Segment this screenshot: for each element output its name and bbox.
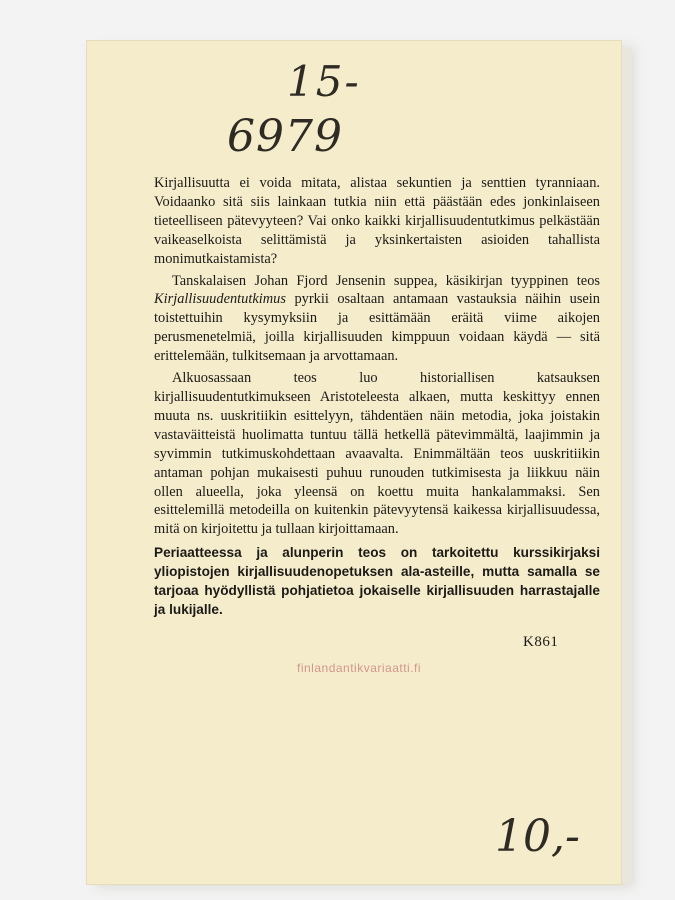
paragraph-1: Kirjallisuutta ei voida mitata, alistaa sekuntien ja senttien tyranniaan. Voidaanko sitä siis lainkaan tutkia niin että päästään edes jonkinlaiseen tieteelliseen pätevyyteen? Vai onko kaikki kirjallisuudentutkimus pelkästään vaikeaselkoista selittämistä ja yksinkertaisten asioiden tahallista monimutkaistamista?: [154, 175, 600, 267]
handwritten-price: 10,-: [495, 811, 580, 862]
blurb-text: [154, 174, 600, 619]
book-page-edges: [622, 48, 632, 884]
paragraph-3: Alkuosassaan teos luo historiallisen katsauksen kirjallisuudentutkimukseen Aristoteleesta alkaen, mutta keskittyy ennen muuta ns. uuskritiikin esittelyyn, tähdentäen näin metodia, joka joistakin vastaväitteistä huolimatta tuntuu tällä hetkellä pätevimmältä, laajimmin ja syvimmin tutkimuskohdettaan avaavalta. Enimmältään teos uuskritiikin antaman pohjan mukaisesti puhuu runouden tutkimisesta ja liikkuu näin ollen alueella, joka yleensä on koettu muita hankalammaksi. Sen esittelemillä metodeilla on kuitenkin pätevyytensä kaikessa kirjallisuudessa, mitä on kirjoitettu ja tullaan kirjoittamaan.: [154, 370, 600, 538]
book-back-cover: [86, 40, 622, 885]
paragraph-2-end: pyrkii osaltaan antamaan vastauksia näihin usein toistettuihin kysymyksiin ja esittämään eräitä viime aikojen perusmenetelmiä, joilla kirjallisuuden kimppuun voidaan käydä — sitä erittelemään, tulkitsemaan ja arvottamaan.: [154, 291, 600, 365]
watermark: finlandantikvariaatti.fi: [297, 661, 422, 675]
catalog-code: K861: [523, 634, 559, 650]
bold-paragraph: Periaatteessa ja alunperin teos on tarkoitettu kurssikirjaksi yliopistojen kirjallisuudenopetuksen ala-asteille, mutta samalla se tarjoaa hyödyllistä pohjatietoa jokaiselle kirjallisuuden harrastajalle ja lukijalle.: [154, 545, 600, 617]
paragraph-2: [154, 272, 600, 367]
handwritten-number-top: 15-: [287, 57, 361, 106]
paragraph-2-start: Tanskalaisen Johan Fjord Jensenin suppea, käsikirjan tyyppinen teos: [172, 272, 600, 289]
book-title: Kirjallisuudentutkimus: [154, 291, 286, 308]
handwritten-code: 6979: [227, 111, 343, 162]
